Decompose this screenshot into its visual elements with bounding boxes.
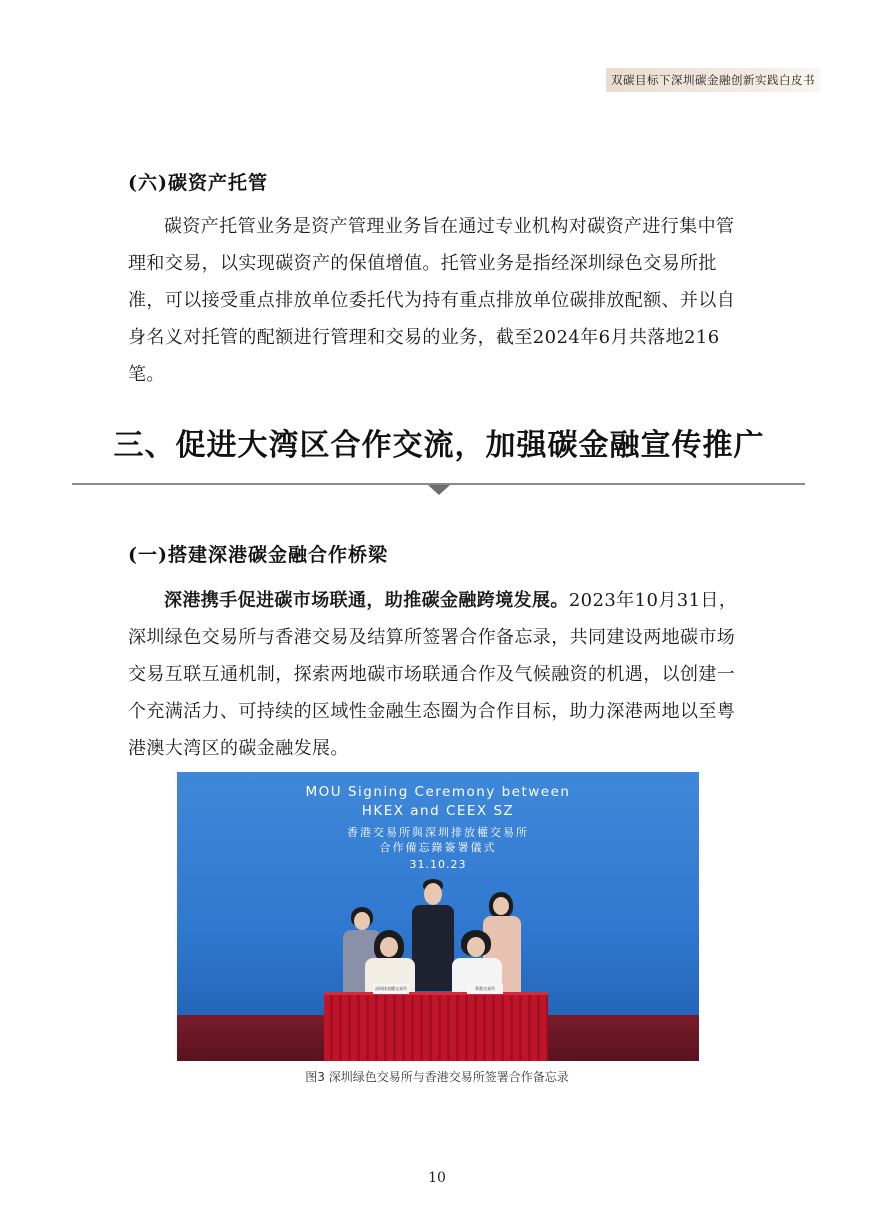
photo-banner-line1: MOU Signing Ceremony between	[305, 784, 571, 800]
mou-signing-ceremony-photo	[177, 772, 699, 1061]
nameplate-right: 香港交易所	[467, 984, 503, 994]
figure-caption: 图3 深圳绿色交易所与香港交易所签署合作备忘录	[305, 1070, 569, 1084]
document-header-title: 双碳目标下深圳碳金融创新实践白皮书	[606, 68, 820, 92]
paragraph-lead-sentence: 深港携手促进碳市场联通，助推碳金融跨境发展。	[164, 590, 569, 611]
photo-banner-chinese-line1: 香港交易所與深圳排放權交易所	[347, 826, 529, 839]
paragraph-body-text: 2023年10月31日，深圳绿色交易所与香港交易及结算所签署合作备忘录，共同建设两地碳市场交易互联互通机制，探索两地碳市场联通合作及气候融资的机遇，以创建一个充满活力、可持续的区域性金融生态圈为合作目标，助力深港两地以至粤港澳大湾区的碳金融发展。	[128, 590, 738, 759]
photo-banner-chinese-line2: 合作備忘錄簽署儀式	[379, 841, 497, 854]
section-title: 三、促进大湾区合作交流，加强碳金融宣传推广	[113, 428, 765, 463]
paragraph-shenzhen-hongkong-cooperation	[128, 582, 748, 767]
subsection-heading-shenzhen-hongkong-bridge: (一)搭建深港碳金融合作桥梁	[128, 544, 388, 566]
nameplate-left: 深圳排放權交易所	[373, 984, 409, 994]
page-number: 10	[428, 1170, 446, 1186]
section-divider-arrow-icon	[428, 485, 450, 495]
photo-banner-date: 31.10.23	[409, 858, 467, 871]
paragraph-carbon-asset-custody: 碳资产托管业务是资产管理业务旨在通过专业机构对碳资产进行集中管理和交易，以实现碳资产的保值增值。托管业务是指经深圳绿色交易所批准，可以接受重点排放单位委托代为持有重点排放单位碳排放配额、并以自身名义对托管的配额进行管理和交易的业务，截至2024年6月共落地216笔。	[128, 216, 736, 385]
signing-table	[324, 992, 548, 1061]
subsection-heading-carbon-asset-custody: (六)碳资产托管	[128, 172, 268, 194]
photo-banner-line2: HKEX and CEEX SZ	[361, 803, 515, 819]
